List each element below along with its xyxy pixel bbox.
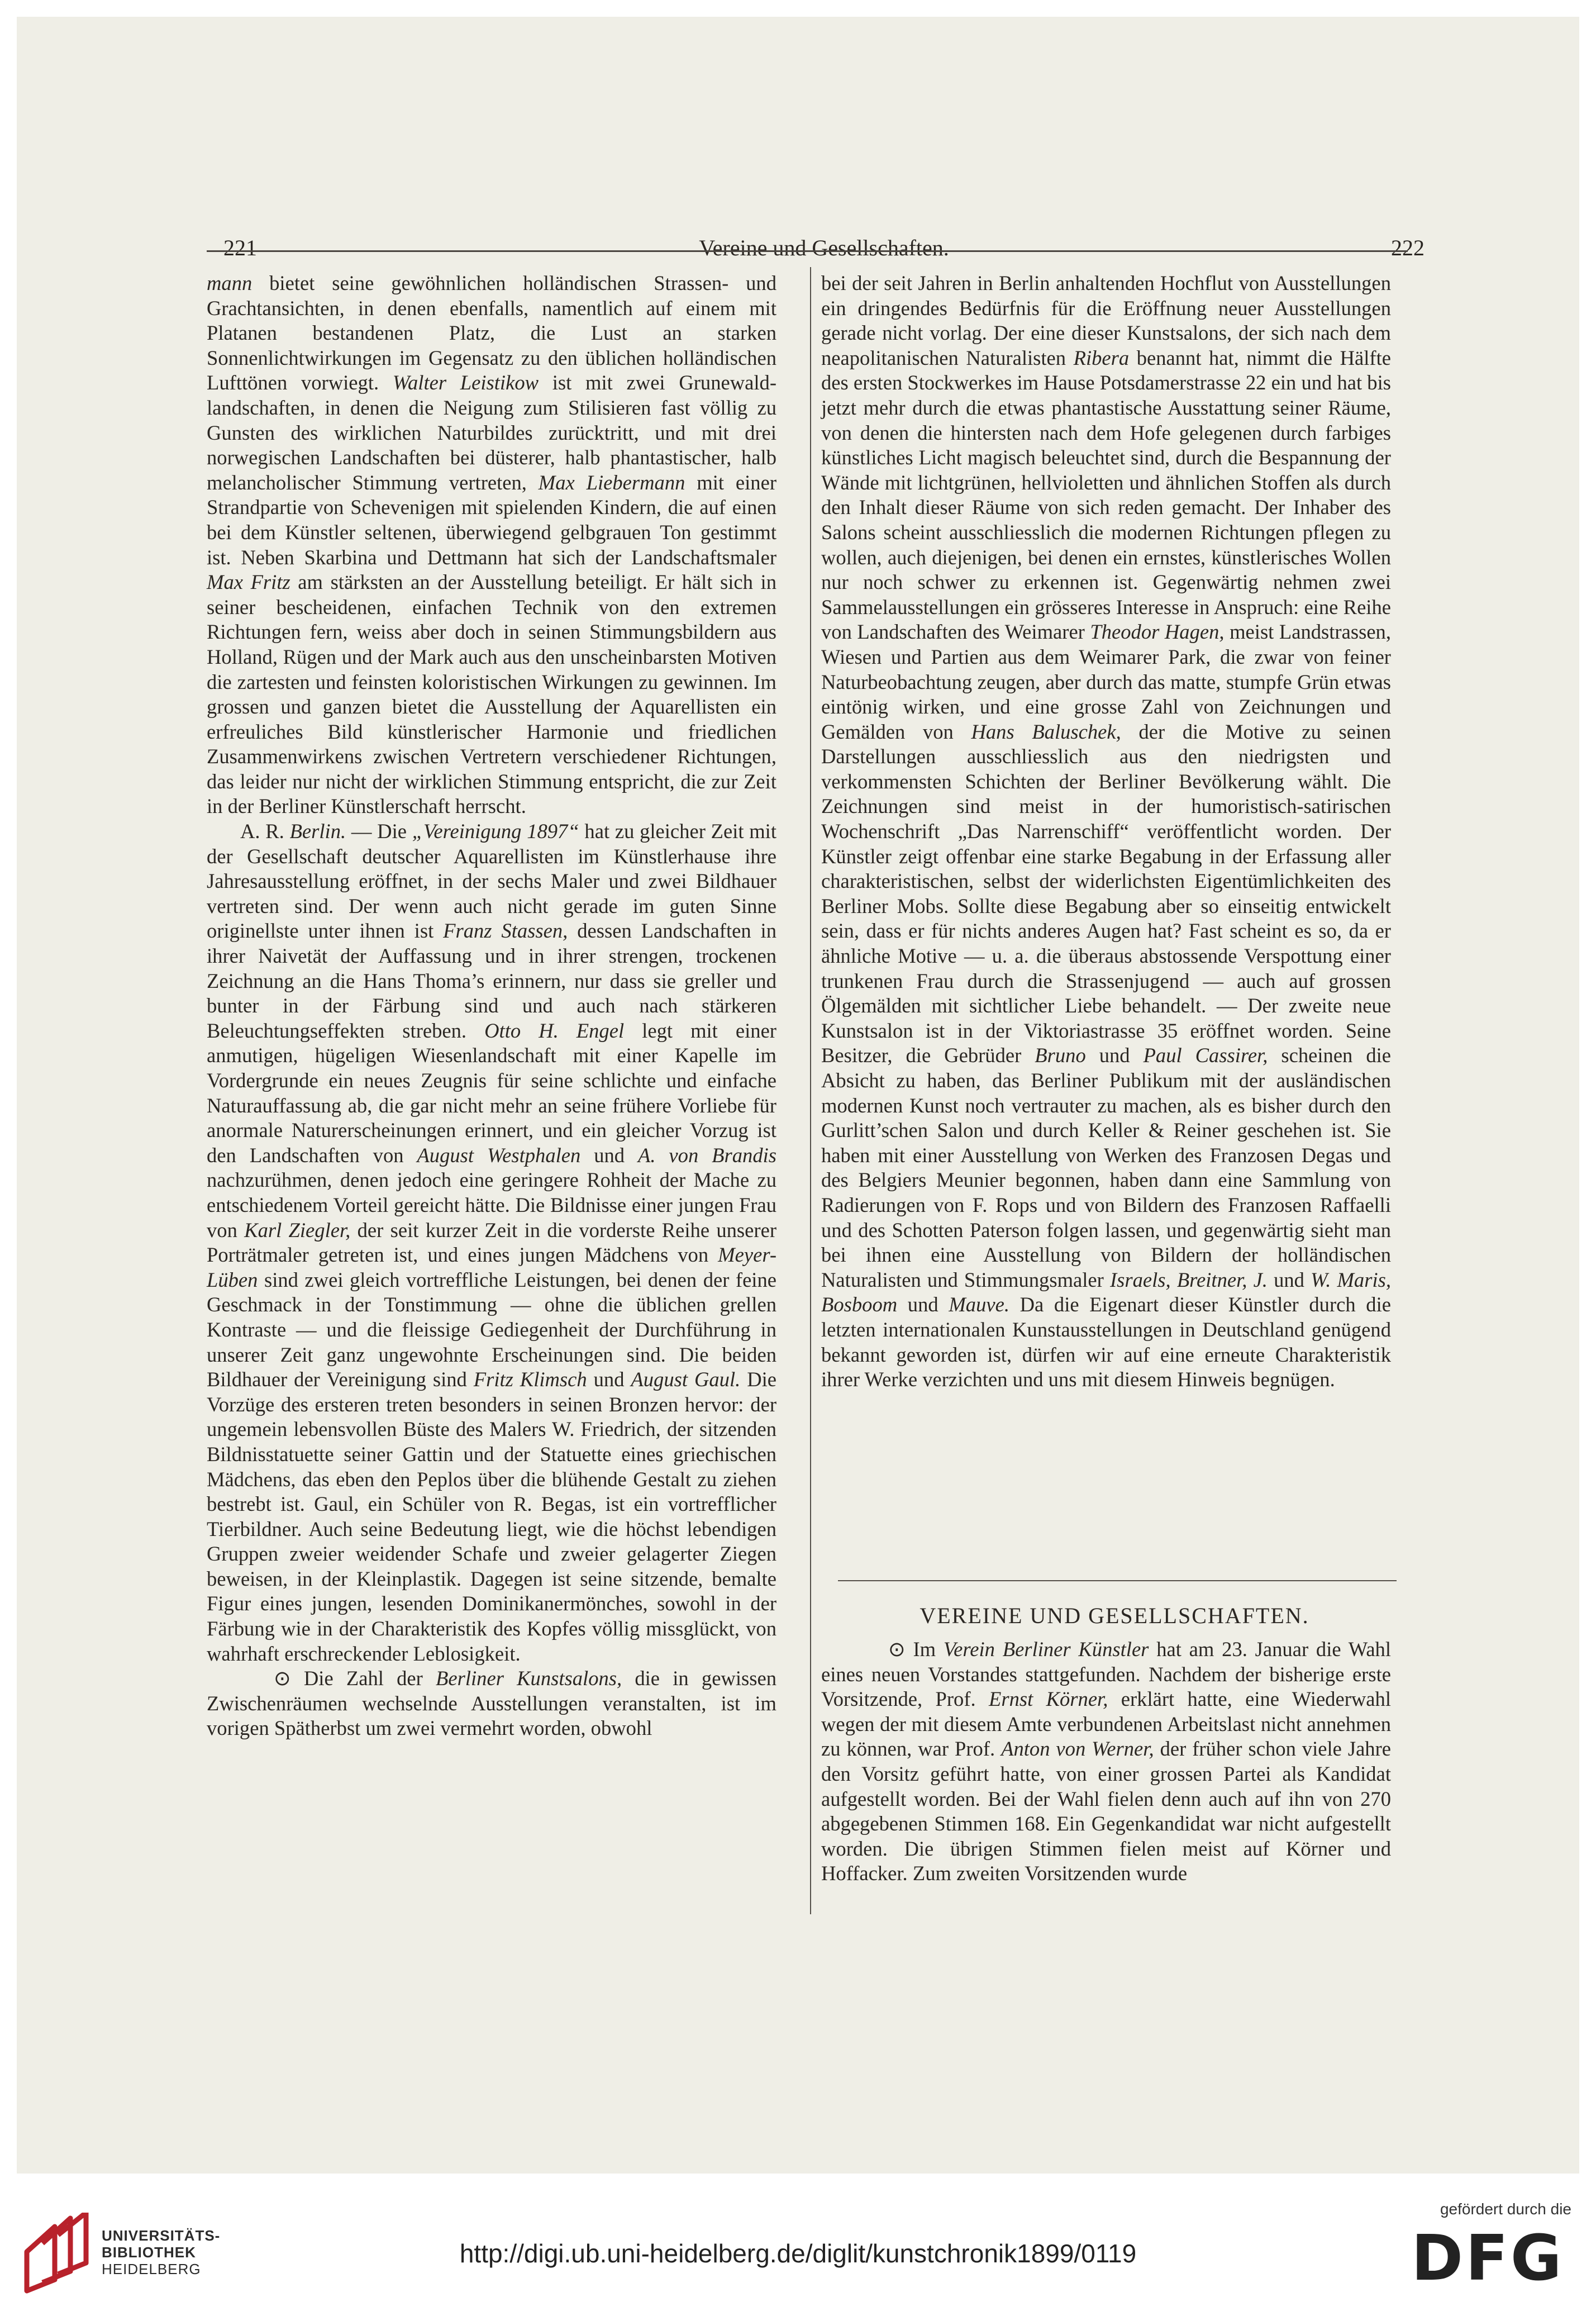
source-url-link[interactable]: http://digi.ub.uni-heidelberg.de/diglit/kunstchronik1899/0119	[459, 2239, 1137, 2268]
header-rule	[207, 250, 1408, 252]
italic-name: Ernst Körner,	[989, 1687, 1108, 1711]
section-heading: VEREINE UND GESELLSCHAFTEN.	[920, 1603, 1309, 1628]
italic-name: Fritz Klimsch	[473, 1368, 587, 1391]
library-name-line: HEIDELBERG	[102, 2261, 201, 2277]
library-name-line: UNIVERSITÄTS-	[102, 2227, 221, 2244]
italic-name: Berliner Kunstsalons,	[436, 1667, 622, 1690]
library-name-line: BIBLIOTHEK	[102, 2244, 196, 2261]
dfg-logo-text: DFG	[1411, 2228, 1564, 2289]
italic-name: A. von Brandis	[638, 1143, 776, 1167]
italic-name: Max Liebermann	[538, 470, 685, 494]
section-rule	[838, 1580, 1397, 1581]
paragraph: bei der seit Jahren in Berlin anhaltenden Hochflut von Ausstellungen ein dringendes Bedürfnis für die Eröffnung neuer Ausstellungen gerade nicht vorlag. Der eine dieser Kunstsalons, der sich nach dem neapolitanischen Naturalisten Ribera benannt hat, nimmt die Hälfte des ersten Stockwerkes im Hause Potsdamerstrasse 22 ein und hat bis jetzt mehr durch die etwas phantastische Ausstattung seiner Räume, von denen die hintersten nach dem Hofe gelegenen durch farbiges künstliches Licht magisch beleuchtet sind, durch die Bespannung der Wände mit lichtgrünen, hellvioletten und ähnlichen Stoffen als durch den Inhalt dieser Räume von sich reden gemacht. Der Inhaber des Salons scheint ausschliesslich die modernen Richtungen pflegen zu wollen, auch diejenigen, bei denen ein ernstes, künstlerisches Wollen nur noch schwer zu erkennen ist. Gegenwärtig nehmen zwei Sammelausstellungen ein grösseres Interesse in Anspruch: eine Reihe von Landschaften des Weimarer Theodor Hagen, meist Landstrassen, Wiesen und Partien aus dem Weimarer Park, die zwar von feiner Naturbeobachtung zeugen, aber durch das matte, stumpfe Grün etwas eintönig wirken, und eine grosse Zahl von Zeichnungen und Gemälden von Hans Baluschek, der die Motive zu seinen Darstellungen ausschliesslich aus den niedrigsten und verkommensten Schichten der Berliner Bevölkerung wählt. Die Zeichnungen sind meist in der humoristisch-satirischen Wochenschrift „Das Narrenschiff“ veröffentlicht worden. Der Künstler zeigt offenbar eine starke Begabung in der Erfassung aller charakteristischen, selbst der widerlichsten Eigentümlichkeiten des Berliner Mobs. Sollte diese Begabung aber so einseitig entwickelt sein, dass er für nichts anderes Augen hat? Fast scheint es so, da er ähnliche Motive — u. a. die überaus abstossende Verspottung einer trunkenen Frau durch die Strassenjugend — auch auf grossen Ölgemälden mit sichtlicher Liebe behandelt. — Der zweite neue Kunstsalon ist in der Viktoriastrasse 35 eröffnet worden. Seine Besitzer, die Gebrüder Bruno und Paul Cassirer, scheinen die Absicht zu haben, das Berliner Publikum mit der ausländischen modernen Kunst noch vertrauter zu machen, als es bisher durch den Gurlitt’schen Salon und durch Keller & Reiner geschehen ist. Sie haben mit einer Ausstellung von Werken des Franzosen Degas und des Belgiers Meunier begonnen, haben dann eine Sammlung von Radierungen von F. Rops und von Bildern des Franzosen Raffaelli und des Schotten Paterson folgen lassen, und gegenwärtig sieht man bei ihnen eine Ausstellung von Bildern der holländischen Naturalisten und Stimmungsmaler Israels, Breitner, J. und W. Maris, Bosboom und Mauve. Da die Eigenart dieser Künstler durch die letzten internationalen Kunstausstellungen in Deutschland genügend bekannt geworden ist, dürfen wir auf eine erneute Charakteristik ihrer Werke verzichten und uns mit diesem Hinweis begnügen.	[821, 272, 1392, 1391]
italic-name: Hans Baluschek,	[971, 720, 1121, 743]
right-column-section	[821, 1637, 1391, 1886]
italic-name: Franz Stassen,	[443, 919, 568, 943]
italic-name: Walter Leistikow	[392, 371, 539, 394]
italic-name: mann	[207, 272, 252, 294]
paragraph-sun-icon: ⊙	[274, 1667, 291, 1690]
paragraph: ⊙ Die Zahl der Berliner Kunstsalons, die in gewissen Zwischenräumen wechselnde Ausstellungen veranstalten, ist im vorigen Spätherbst um zwei vermehrt worden, obwohl	[207, 1667, 777, 1740]
column-divider	[810, 267, 811, 1914]
running-title: Vereine und Gesellschaften.	[699, 235, 949, 260]
italic-name: W. Maris, Bosboom	[821, 1268, 1391, 1316]
italic-name: Anton von Werner,	[1001, 1737, 1154, 1761]
italic-name: Ribera	[1073, 346, 1130, 369]
italic-name: Verein Berliner Künstler	[943, 1638, 1149, 1661]
italic-name: Meyer-Lüben	[207, 1243, 776, 1291]
footer-bar	[0, 2174, 1596, 2316]
italic-name: Theodor Hagen,	[1090, 620, 1225, 644]
italic-name: August Westphalen	[417, 1143, 581, 1167]
page-number-left: 221	[223, 235, 257, 260]
italic-name: Bruno	[1035, 1044, 1086, 1067]
italic-name: Otto H. Engel	[484, 1019, 625, 1042]
italic-name: Israels, Breitner, J.	[1109, 1268, 1268, 1291]
italic-name: Max Fritz	[207, 570, 290, 594]
paragraph: ⊙ Im Verein Berliner Künstler hat am 23. Januar die Wahl eines neuen Vorstandes stattgefunden. Nachdem der bisherige erste Vorsitzende, Prof. Ernst Körner, erklärt hatte, eine Wiederwahl wegen der mit diesem Amte verbundenen Arbeitslast nicht annehmen zu können, war Prof. Anton von Werner, der früher schon viele Jahre den Vorsitz geführt hatte, von einer grossen Partei als Kandidat aufgestellt worden. Bei der Wahl fielen denn auch auf ihn von 270 abgegebenen Stimmen 168. Ein Gegenkandidat war nicht aufgestellt worden. Die übrigen Stimmen fielen meist auf Körner und Hoffacker. Zum zweiten Vorsitzenden wurde	[821, 1638, 1392, 1885]
italic-name: Paul Cassirer,	[1143, 1044, 1268, 1067]
funded-by-label: gefördert durch die	[1440, 2200, 1571, 2218]
paragraph: A. R. Berlin. — Die „Vereinigung 1897“ hat zu gleicher Zeit mit der Gesellschaft deutscher Aquarellisten im Künstlerhause ihre Jahresausstellung eröffnet, in der sechs Maler und zwei Bildhauer vertreten sind. Der wenn auch nicht gerade im guten Sinne originellste unter ihnen ist Franz Stassen, dessen Landschaften in ihrer Naivetät der Auffassung und in ihrer strengen, trockenen Zeichnung an die Hans Thoma’s erinnern, nur dass sie greller und bunter in der Färbung sind und auch nach stärkeren Beleuchtungseffekten streben. Otto H. Engel legt mit einer anmutigen, hügeligen Wiesenlandschaft mit einer Kapelle im Vordergrunde ein neues Zeugnis für seine schlichte und einfache Naturauffassung ab, die gar nicht mehr an seine frühere Vorliebe für anormale Naturerscheinungen erinnert, und ein gleicher Vorzug ist den Landschaften von August Westphalen und A. von Brandis nachzurühmen, denen jedoch eine geringere Rohheit der Mache zu entschiedenem Vorteil gereicht hätte. Die Bildnisse einer jungen Frau von Karl Ziegler, der seit kurzer Zeit in die vorderste Reihe unserer Porträtmaler getreten ist, und eines jungen Mädchens von Meyer-Lüben sind zwei gleich vortreffliche Leistungen, bei denen der feine Geschmack in der Tonstimmung — ohne die üblichen grellen Kontraste — und die fleissige Gediegenheit der Durchführung in unserer Zeit ganz ungewohnte Erscheinungen sind. Die beiden Bildhauer der Vereinigung sind Fritz Klimsch und August Gaul. Die Vorzüge des ersteren treten besonders in seinen Bronzen hervor: der ungemein lebensvollen Büste des Malers W. Friedrich, der sitzenden Bildnisstatuette seiner Gattin und der Statuette eines griechischen Mädchens, das eben den Peplos über die blühende Gestalt zu ziehen bestrebt ist. Gaul, ein Schüler von R. Begas, ist ein vortrefflicher Tierbildner. Auch seine Bedeutung liegt, wie die höchst lebendigen Gruppen zweier weidender Schafe und zweier gelagerter Ziegen beweisen, in der Kleinplastik. Dagegen ist seine sitzende, bemalte Figur eines jungen, lesenden Dominikanermönches, sowohl in der Färbung wie in der Charakteristik des Kopfes völlig missglückt, von wahrhaft erschreckender Leblosigkeit.	[207, 820, 777, 1665]
italic-name: „Vereinigung 1897“	[412, 820, 579, 843]
italic-name: Mauve.	[949, 1293, 1009, 1316]
page-number-right: 222	[1391, 235, 1425, 260]
italic-name: Berlin.	[289, 820, 346, 843]
left-column	[207, 271, 776, 1741]
dfg-logo-icon	[1404, 2228, 1571, 2289]
right-column	[821, 271, 1391, 1392]
paragraph: mann bietet seine gewöhnlichen holländischen Strassen- und Grachtansichten, in denen ebenfalls, namentlich auf einem mit Platanen bestandenen Platz, die Lust an starken Sonnenlichtwirkungen im Gegensatz zu den üblichen holländischen Lufttönen vorwiegt. Walter Leistikow ist mit zwei Grunewald-landschaften, in denen die Neigung zum Stilisieren fast völlig zu Gunsten des wirklichen Naturbildes zurücktritt, und mit drei norwegischen Landschaften bei düsterer, halb phantastischer, halb melancholischer Stimmung vertreten, Max Liebermann mit einer Strandpartie von Schevenigen mit spielenden Kindern, die auf einen bei dem Künstler seltenen, überwiegend gelbgrauen Ton gestimmt ist. Neben Skarbina und Dettmann hat sich der Landschaftsmaler Max Fritz am stärksten an der Ausstellung beteiligt. Er hält sich in seiner bescheidenen, einfachen Technik von den extremen Richtungen fern, weiss aber doch in seinen Stimmungsbildern aus Holland, Rügen und der Mark auch aus den unscheinbarsten Motiven die zartesten und feinsten koloristischen Wirkungen zu gewinnen. Im grossen und ganzen bietet die Ausstellung der Aquarellisten ein erfreuliches Bild künstlerischer Harmonie und friedlichen Zusammenwirkens zwischen Vertretern verschiedener Richtungen, das leider nur nicht der wirklichen Stimmung entspricht, die zur Zeit in der Berliner Künstlerschaft herrscht.	[207, 272, 777, 818]
italic-name: Karl Ziegler,	[244, 1218, 351, 1242]
italic-name: August Gaul.	[631, 1368, 741, 1391]
paragraph-sun-icon: ⊙	[888, 1638, 906, 1661]
